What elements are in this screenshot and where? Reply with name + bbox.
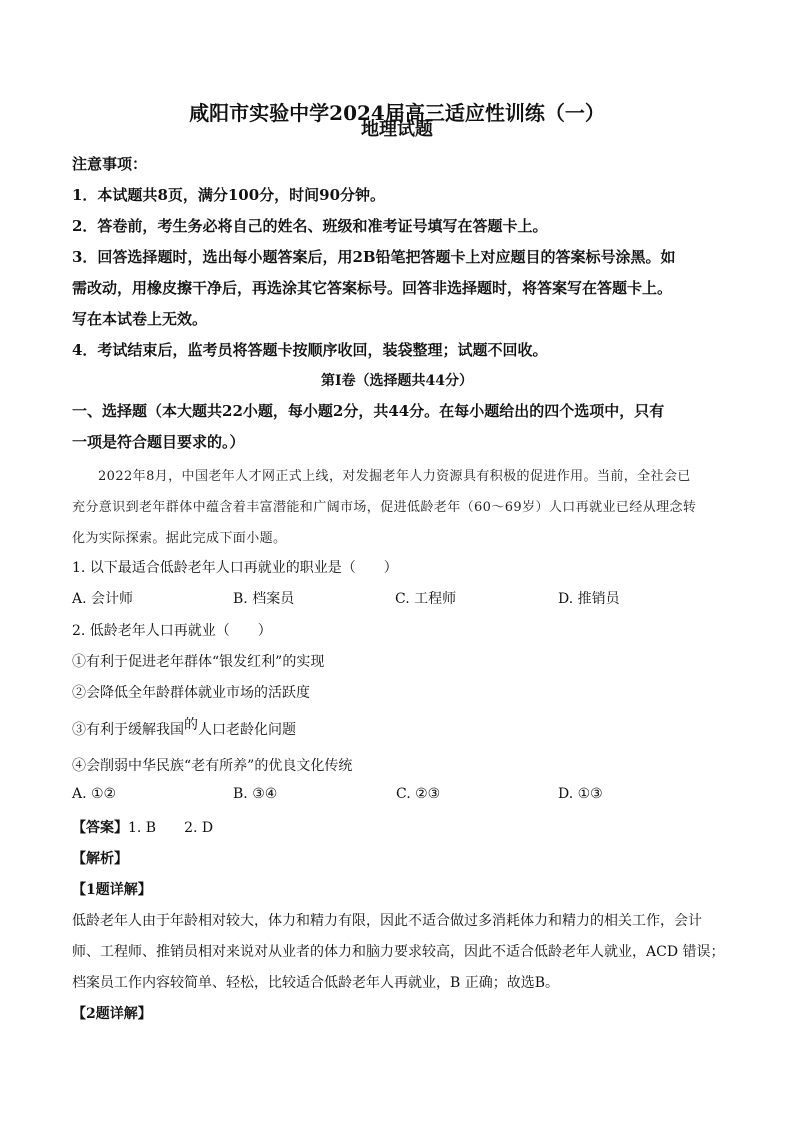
question-2-statement-1: ①有利于促进老年群体“银发红利”的实现 xyxy=(72,654,325,670)
detail-1-heading: 【1题详解】 xyxy=(72,882,152,898)
notice-item-4: 4．考试结束后，监考员将答题卡按顺序收回，装袋整理；试题不回收。 xyxy=(72,341,548,359)
question-2-statement-3 xyxy=(72,719,732,739)
detail-1-line-2: 师、工程师、推销员相对来说对从业者的体力和脑力要求较高，因此不适合低龄老年人就业，ACD 错误； xyxy=(72,944,725,960)
question-2-option-b: B. ③④ xyxy=(233,786,278,802)
section-intro-line-2: 一项是符合题目要求的。） xyxy=(72,433,245,451)
answer-text: 1. B 2. D xyxy=(128,820,214,836)
notice-heading: 注意事项： xyxy=(72,155,148,173)
question-2-option-d: D. ①③ xyxy=(558,786,603,802)
question-1-option-c: C. 工程师 xyxy=(395,591,457,607)
question-2-option-a: A. ①② xyxy=(72,786,117,802)
question-2-statement-4: ④会削弱中华民族“老有所养”的优良文化传统 xyxy=(72,758,353,774)
page-subtitle: 地理试题 xyxy=(361,119,433,140)
passage-line-3: 化为实际探索。据此完成下面小题。 xyxy=(72,531,287,546)
passage-line-2: 充分意识到老年群体中蕴含着丰富潜能和广阔市场，促进低龄老年（60～69岁）人口再就业已经从理念转 xyxy=(72,500,697,515)
statement-3-part-2: 人口老龄化问题 xyxy=(198,722,296,738)
notice-item-3-line-3: 写在本试卷上无效。 xyxy=(72,310,208,328)
answer-line xyxy=(72,817,732,837)
analysis-label: 【解析】 xyxy=(72,851,128,867)
detail-1-line-3: 档案员工作内容较简单、轻松，比较适合低龄老年人再就业，B 正确；故选B。 xyxy=(72,975,560,991)
passage-line-1: 2022年8月，中国老年人才网正式上线，对发掘老年人力资源具有积极的促进作用。当前，全社会已 xyxy=(98,469,691,484)
page-title: 咸阳市实验中学2024届高三适应性训练（一） xyxy=(189,101,605,125)
question-1-option-b: B. 档案员 xyxy=(233,591,295,607)
question-2-stem: 2. 低龄老年人口再就业（ ） xyxy=(72,623,272,639)
question-2-option-c: C. ②③ xyxy=(396,786,441,802)
detail-1-line-1: 低龄老年人由于年龄相对较大，体力和精力有限，因此不适合做过多消耗体力和精力的相关工作，会计 xyxy=(72,913,702,929)
volume-heading: 第Ⅰ卷（选择题共44分） xyxy=(320,373,474,389)
notice-item-3-line-1: 3．回答选择题时，选出每小题答案后，用2B铅笔把答题卡上对应题目的答案标号涂黑。如 xyxy=(72,248,676,266)
detail-2-heading: 【2题详解】 xyxy=(72,1006,152,1022)
statement-3-raised-char: 的 xyxy=(184,717,198,733)
answer-label: 【答案】 xyxy=(72,820,128,836)
question-1-stem: 1. 以下最适合低龄老年人口再就业的职业是（ ） xyxy=(72,560,398,576)
question-1-option-a: A. 会计师 xyxy=(72,591,134,607)
question-1-option-d: D. 推销员 xyxy=(558,591,620,607)
notice-item-2: 2．答卷前，考生务必将自己的姓名、班级和准考证号填写在答题卡上。 xyxy=(72,217,548,235)
notice-item-1: 1．本试题共8页，满分100分，时间90分钟。 xyxy=(72,186,386,204)
section-intro-line-1: 一、选择题（本大题共22小题，每小题2分，共44分。在每小题给出的四个选项中，只有 xyxy=(72,402,665,420)
statement-3-part-1: ③有利于缓解我国 xyxy=(72,722,184,738)
notice-item-3-line-2: 需改动，用橡皮擦干净后，再选涂其它答案标号。回答非选择题时，将答案写在答题卡上。 xyxy=(72,279,673,297)
question-2-statement-2: ②会降低全年龄群体就业市场的活跃度 xyxy=(72,685,310,701)
